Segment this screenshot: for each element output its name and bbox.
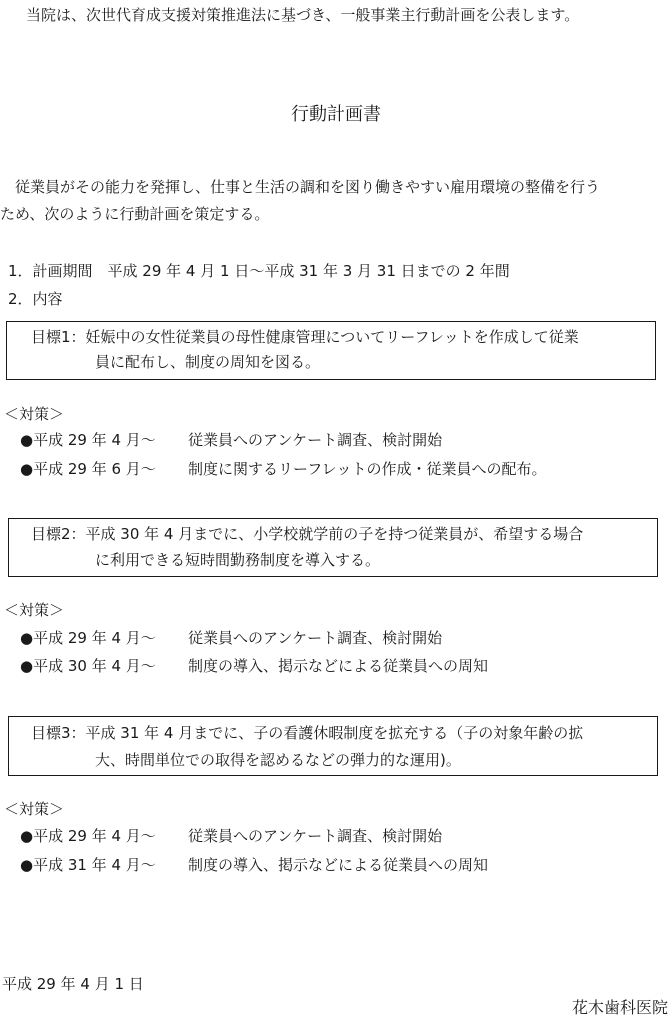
plan-period: 1．計画期間 平成 29 年 4 月 1 日～平成 31 年 3 月 31 日までの 2 年間	[8, 262, 510, 280]
goal-1-measure-1	[20, 431, 442, 449]
intro-statement: 当院は、次世代育成支援対策推進法に基づき、一般事業主行動計画を公表します。	[26, 6, 580, 24]
goal-1-measures-label: ＜対策＞	[4, 405, 65, 423]
goal-3-measure-1	[20, 827, 442, 845]
goal-2-measure-2	[20, 657, 488, 675]
goal-1-measure-2	[20, 460, 547, 478]
measure-date: ●平成 30 年 4 月～	[20, 657, 156, 675]
measure-text: 制度の導入、掲示などによる従業員への周知	[188, 856, 489, 874]
contents-heading: 2．内容	[8, 290, 63, 308]
goal-3-measure-2	[20, 856, 488, 874]
measure-text: 従業員へのアンケート調査、検討開始	[188, 827, 443, 845]
goal-1-line-2: 員に配布し、制度の周知を図る。	[95, 353, 321, 371]
measure-date: ●平成 29 年 4 月～	[20, 431, 156, 449]
measure-date: ●平成 29 年 6 月～	[20, 460, 156, 478]
purpose-paragraph-line-2: ため、次のように行動計画を策定する。	[0, 205, 270, 223]
clinic-name: 花木歯科医院	[571, 998, 668, 1017]
measure-date: ●平成 29 年 4 月～	[20, 827, 156, 845]
goal-3-box	[8, 716, 658, 776]
goal-2-measures-label: ＜対策＞	[4, 601, 65, 619]
measure-text: 制度に関するリーフレットの作成・従業員への配布。	[188, 460, 547, 478]
goal-3-line-1: 目標3：平成 31 年 4 月までに、子の看護休暇制度を拡充する（子の対象年齢の拡	[31, 724, 584, 742]
goal-1-line-1: 目標1：妊娠中の女性従業員の母性健康管理についてリーフレットを作成して従業	[31, 328, 579, 346]
goal-2-line-1: 目標2：平成 30 年 4 月までに、小学校就学前の子を持つ従業員が、希望する場合	[31, 525, 584, 543]
goal-1-box	[6, 321, 656, 380]
goal-2-box	[8, 518, 658, 577]
measure-date: ●平成 29 年 4 月～	[20, 629, 156, 647]
goal-3-measures-label: ＜対策＞	[4, 800, 65, 818]
goal-2-measure-1	[20, 629, 442, 647]
document-title: 行動計画書	[291, 104, 381, 125]
measure-date: ●平成 31 年 4 月～	[20, 856, 156, 874]
goal-3-line-2: 大、時間単位での取得を認めるなどの弾力的な運用)。	[95, 751, 461, 769]
publication-date: 平成 29 年 4 月 1 日	[2, 975, 144, 993]
measure-text: 従業員へのアンケート調査、検討開始	[188, 629, 443, 647]
measure-text: 制度の導入、掲示などによる従業員への周知	[188, 657, 489, 675]
goal-2-line-2: に利用できる短時間勤務制度を導入する。	[95, 551, 381, 569]
measure-text: 従業員へのアンケート調査、検討開始	[188, 431, 443, 449]
purpose-paragraph-line-1: 従業員がその能力を発揮し、仕事と生活の調和を図り働きやすい雇用環境の整備を行う	[0, 178, 601, 196]
